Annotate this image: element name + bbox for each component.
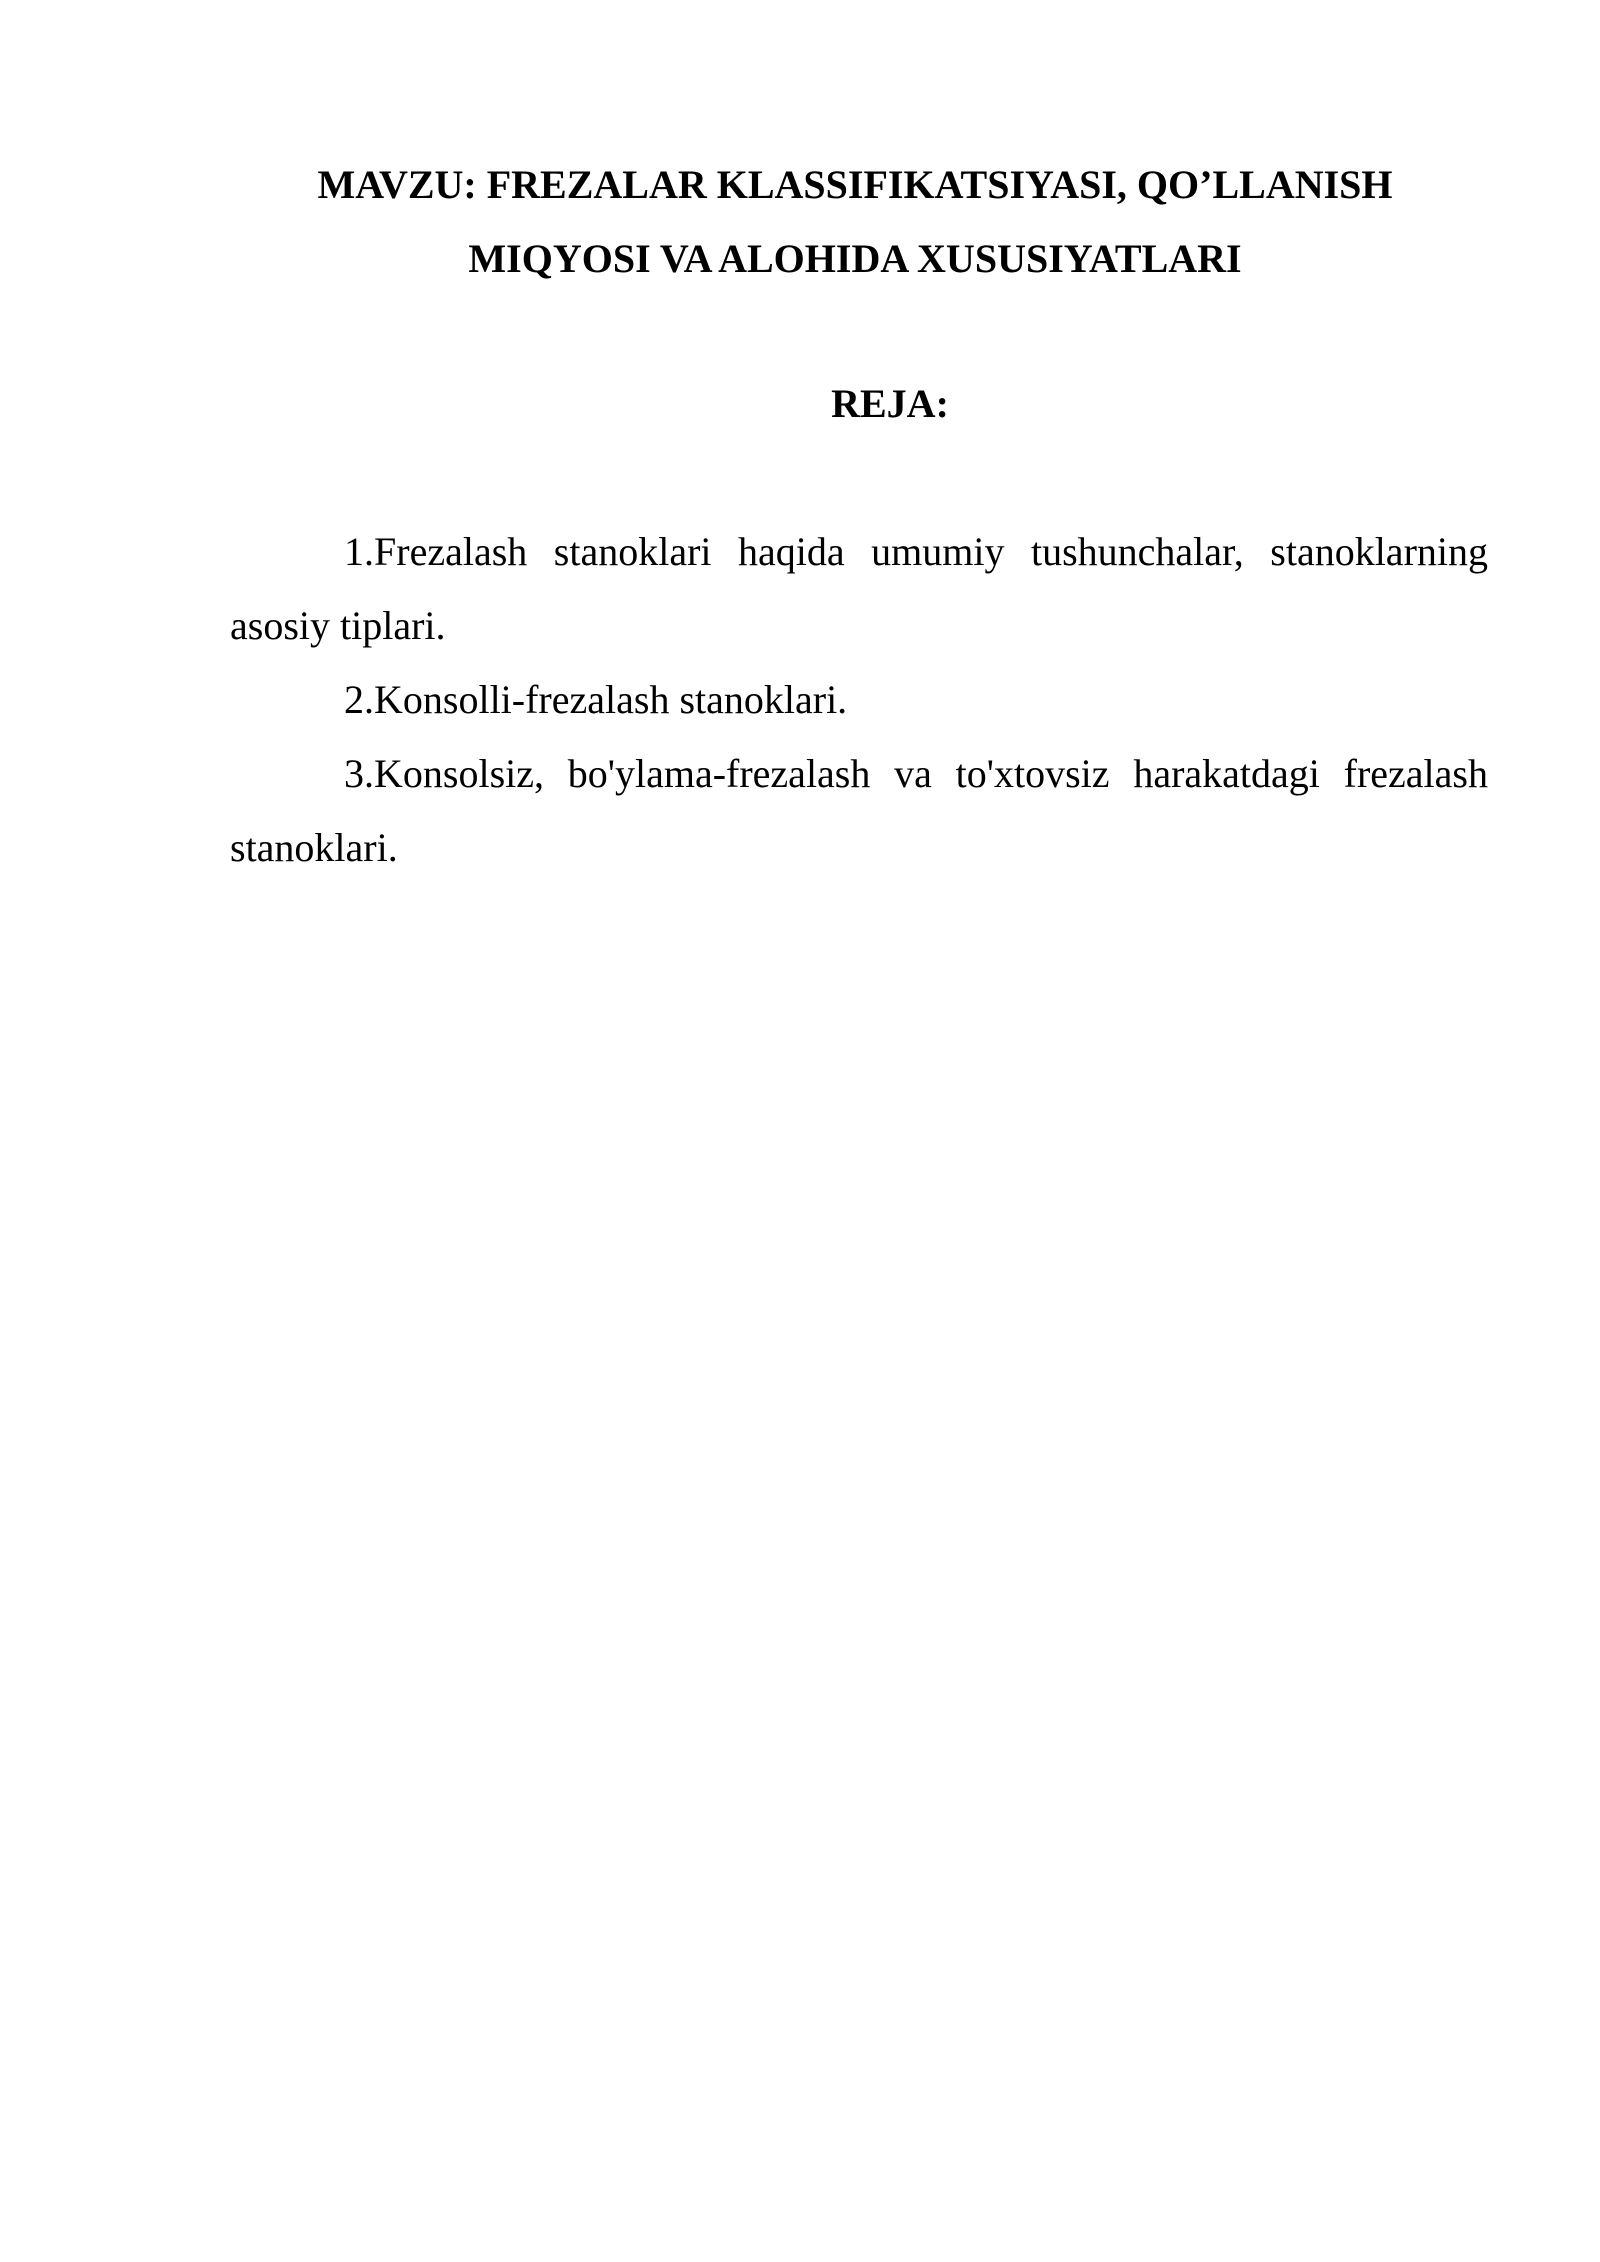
plan-heading: REJA: <box>831 381 949 426</box>
title-line-2: MIQYOSI VA ALOHIDA XUSUSIYATLARI <box>468 236 1242 281</box>
plan-item-text: Frezalash stanoklari haqida umumiy tushunchalar, stanoklarning asosiy tiplari. <box>230 529 1488 648</box>
plan-item-number: 1. <box>344 529 374 574</box>
plan-item <box>230 663 1488 737</box>
plan-item <box>230 737 1488 885</box>
document-title <box>230 148 1480 296</box>
plan-item-number: 3. <box>344 751 374 796</box>
plan-item-number: 2. <box>344 677 374 722</box>
plan-list <box>230 515 1488 885</box>
plan-item-text: Konsolsiz, bo'ylama-frezalash va to'xtovsiz harakatdagi frezalash stanoklari. <box>230 751 1488 870</box>
plan-item <box>230 515 1488 663</box>
title-line-1: MAVZU: FREZALAR KLASSIFIKATSIYASI, QO’LLANISH <box>317 162 1393 207</box>
plan-item-text: Konsolli-frezalash stanoklari. <box>374 677 848 722</box>
